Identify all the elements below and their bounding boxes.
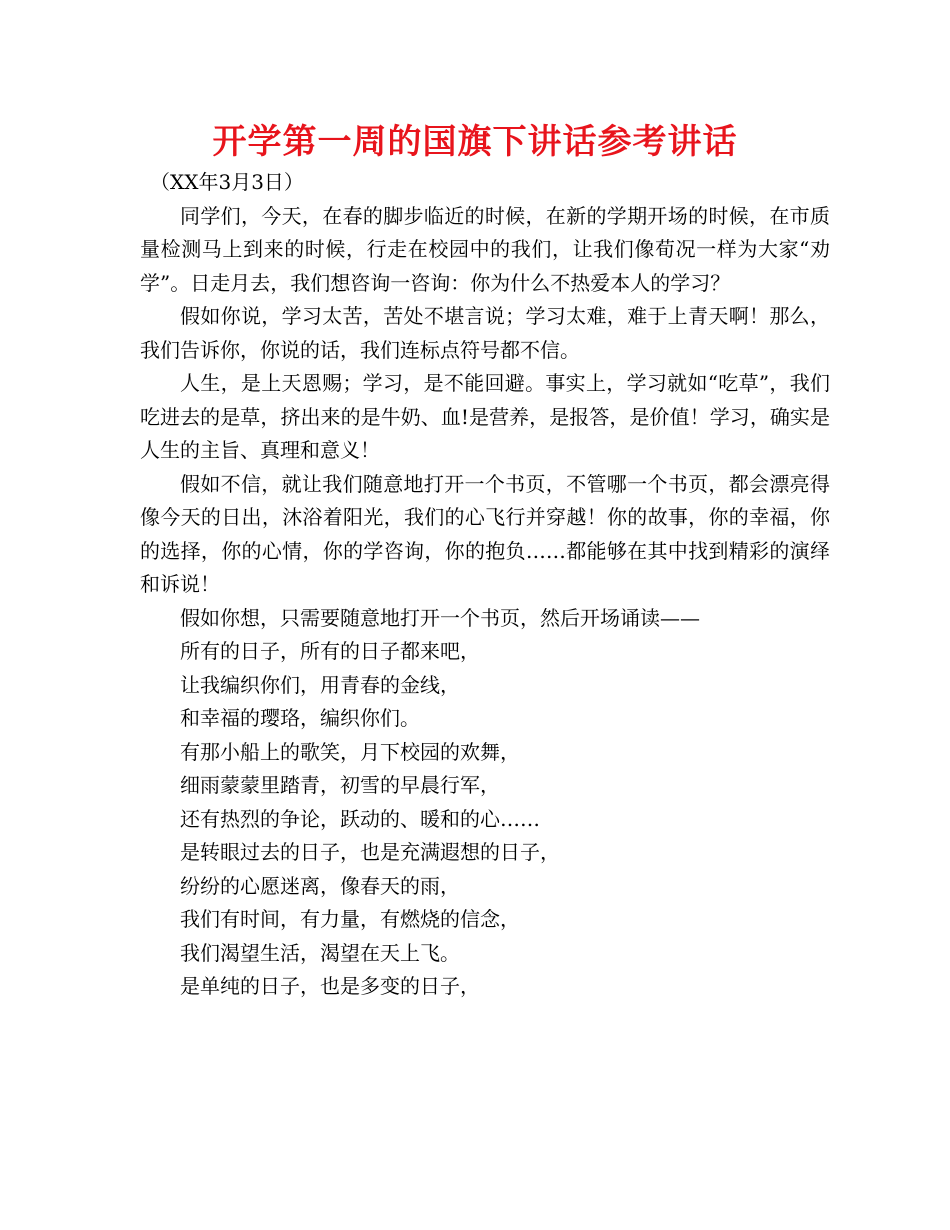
poem-line: 和幸福的璎珞，编织你们。 bbox=[180, 706, 420, 730]
poem-line: 所有的日子，所有的日子都来吧， bbox=[180, 639, 480, 663]
document-body bbox=[140, 166, 830, 1004]
paragraph: 人生，是上天恩赐；学习，是不能回避。事实上，学习就如“吃草”，我们吃进去的是草，挤出来的是牛奶、血!是营养，是报答，是价值！学习，确实是人生的主旨、真理和意义！ bbox=[140, 371, 830, 462]
paragraph: 假如不信，就让我们随意地打开一个书页，不管哪一个书页，都会漂亮得像今天的日出，沐浴着阳光，我们的心飞行并穿越！你的故事，你的幸福，你的选择，你的心情，你的学咨询，你的抱负……都能够在其中找到精彩的演绎和诉说！ bbox=[140, 471, 830, 596]
document-date: （XX年3月3日） bbox=[150, 170, 304, 194]
poem-line: 是转眼过去的日子，也是充满遐想的日子， bbox=[180, 840, 560, 864]
poem-line: 假如你想，只需要随意地打开一个书页，然后开场诵读—— bbox=[180, 605, 700, 630]
poem-line: 我们渴望生活，渴望在天上飞。 bbox=[180, 940, 460, 965]
poem-line: 还有热烈的争论，跃动的、暖和的心…… bbox=[180, 806, 540, 831]
poem-line: 纷纷的心愿迷离，像春天的雨， bbox=[180, 873, 460, 898]
document-title: 开学第一周的国旗下讲话参考讲话 bbox=[212, 122, 738, 162]
poem-line: 是单纯的日子，也是多变的日子， bbox=[180, 974, 480, 998]
poem-line: 我们有时间，有力量，有燃烧的信念， bbox=[180, 907, 520, 931]
paragraph: 假如你说，学习太苦，苦处不堪言说；学习太难，难于上青天啊！那么，我们告诉你，你说的话，我们连标点符号都不信。 bbox=[140, 304, 830, 362]
poem-line: 细雨蒙蒙里踏青，初雪的早晨行军， bbox=[180, 773, 500, 797]
poem-line: 让我编织你们，用青春的金线， bbox=[180, 672, 460, 697]
paragraph: 同学们，今天，在春的脚步临近的时候，在新的学期开场的时候，在市质量检测马上到来的时候，行走在校园中的我们，让我们像荀况一样为大家“劝学”。日走月去，我们想咨询一咨询：你为什么不热爱本人的学习？ bbox=[140, 203, 830, 295]
poem-line: 有那小船上的歌笑，月下校园的欢舞， bbox=[180, 739, 520, 764]
